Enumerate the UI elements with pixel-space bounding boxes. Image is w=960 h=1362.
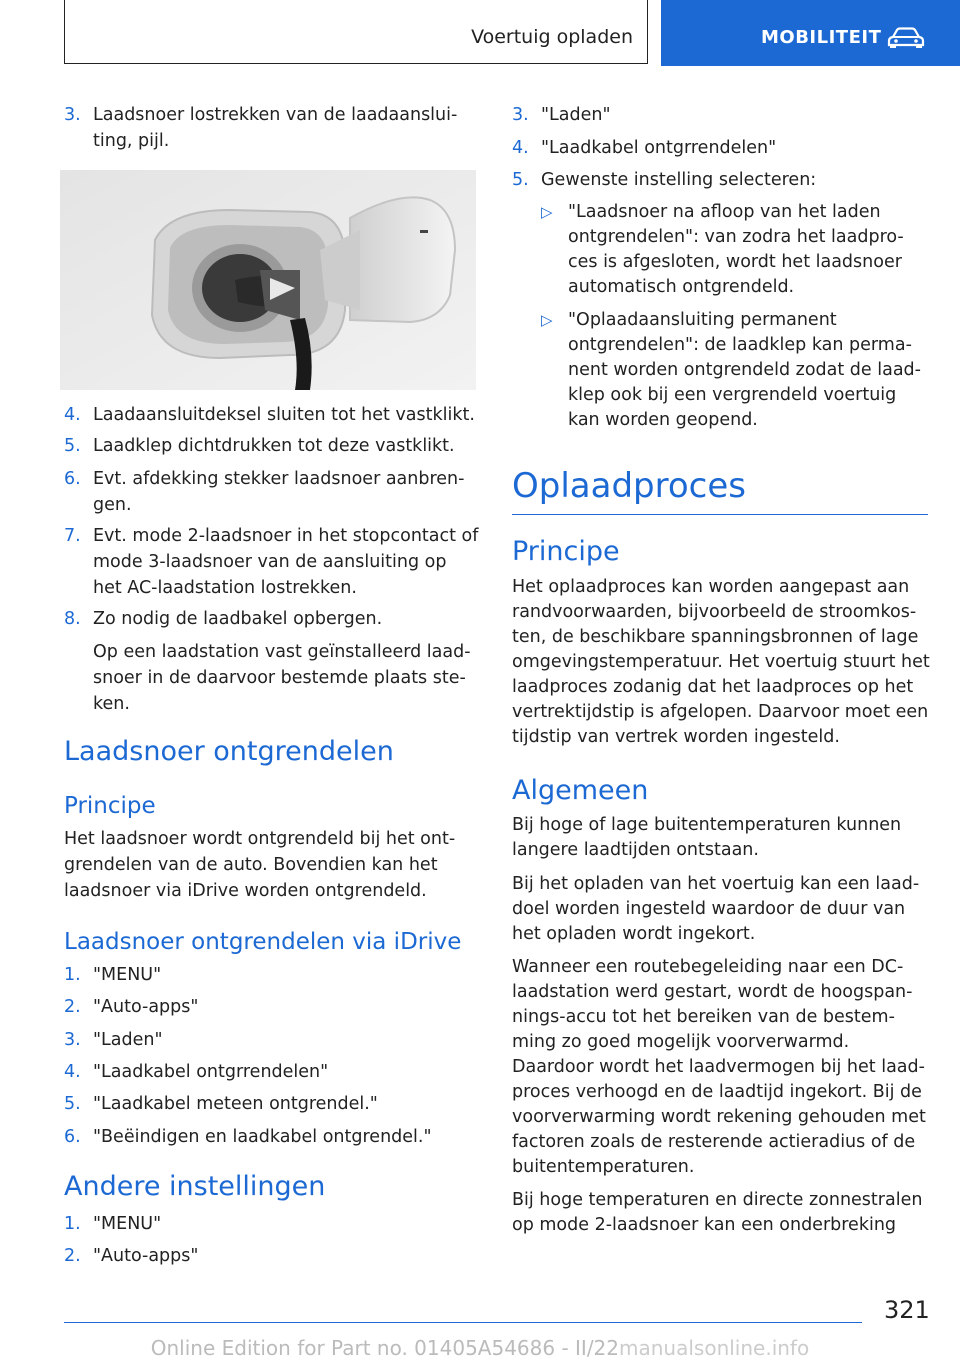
principe-line: grendelen van de auto. Bovendien kan het (64, 855, 438, 875)
principe-line: Het oplaadproces kan worden aangepast aan (512, 577, 910, 597)
general-line: Wanneer een routebegeleiding naar een DC- (512, 957, 904, 977)
general-line: Daardoor wordt het laadvermogen bij het laad- (512, 1057, 925, 1077)
section-tab (661, 0, 960, 66)
general-line: het opladen wordt ingekort. (512, 924, 756, 944)
edition-text: Online Edition for Part no. 01405A54686 - II/22 (150, 1336, 620, 1360)
general-line: langere laadtijden ontstaan. (512, 840, 759, 860)
general-line: ming zo goed mogelijk voorverwarmd. (512, 1032, 850, 1052)
general-line: doel worden ingesteld waardoor de duur van (512, 899, 906, 919)
heading-divider (512, 514, 928, 515)
general-line: voorverwarming wordt rekening gehouden met (512, 1107, 926, 1127)
page-header (0, 0, 960, 66)
principe-line: ten, de beschikbare spanningsbronnen of lage (512, 627, 919, 647)
charging-port-illustration (60, 170, 476, 390)
principe-line: laadsnoer via iDrive worden ontgrendeld. (64, 881, 427, 901)
triangle-bullet-icon: ▷ (541, 311, 553, 329)
car-icon (887, 27, 925, 49)
footer-divider (64, 1322, 862, 1323)
charging-port-image (60, 170, 476, 390)
principe-line: vertrektijdstip is afgelopen. Daarvoor moet een (512, 702, 929, 722)
heading-other-settings: Andere instellingen (64, 1171, 326, 1202)
heading-oplaadproces: Oplaadproces (512, 466, 746, 506)
header-title-box (64, 0, 648, 64)
principe-line: Het laadsnoer wordt ontgrendeld bij het ont- (64, 829, 456, 849)
general-line: laadstation werd gestart, wordt de hoogspan- (512, 982, 913, 1002)
principe-line: tijdstip van vertrek worden ingesteld. (512, 727, 840, 747)
heading-principe: Principe (512, 536, 620, 567)
triangle-bullet-icon: ▷ (541, 203, 553, 221)
principe-line: laadproces zodanig dat het laadproces op het (512, 677, 914, 697)
chapter-title: Voertuig opladen (471, 26, 633, 48)
watermark: manualsonline.info (619, 1336, 810, 1360)
general-line: Bij het opladen van het voertuig kan een laad- (512, 874, 920, 894)
general-line: nings-accu tot het bereiken van de bestem- (512, 1007, 895, 1027)
footer-edition (0, 1336, 960, 1360)
principe-line: randvoorwaarden, bijvoorbeeld de stroomkos- (512, 602, 917, 622)
general-line: proces verhoogd en de laadtijd ingekort. Bij de (512, 1082, 922, 1102)
general-line: op mode 2-laadsnoer kan een onderbreking (512, 1215, 897, 1235)
general-line: Bij hoge temperaturen en directe zonnestralen (512, 1190, 923, 1210)
section-label: MOBILITEIT (761, 27, 882, 48)
page-number: 321 (884, 1296, 930, 1324)
general-line: Bij hoge of lage buitentemperaturen kunnen (512, 815, 902, 835)
heading-algemeen: Algemeen (512, 775, 649, 806)
general-line: buitentemperaturen. (512, 1157, 695, 1177)
heading-idrive: Laadsnoer ontgrendelen via iDrive (64, 929, 462, 955)
heading-unlock: Laadsnoer ontgrendelen (64, 736, 394, 767)
general-line: factoren zoals de resterende actieradius of de (512, 1132, 916, 1152)
heading-principe: Principe (64, 793, 156, 819)
principe-line: omgevingstemperatuur. Het voertuig stuurt het (512, 652, 930, 672)
